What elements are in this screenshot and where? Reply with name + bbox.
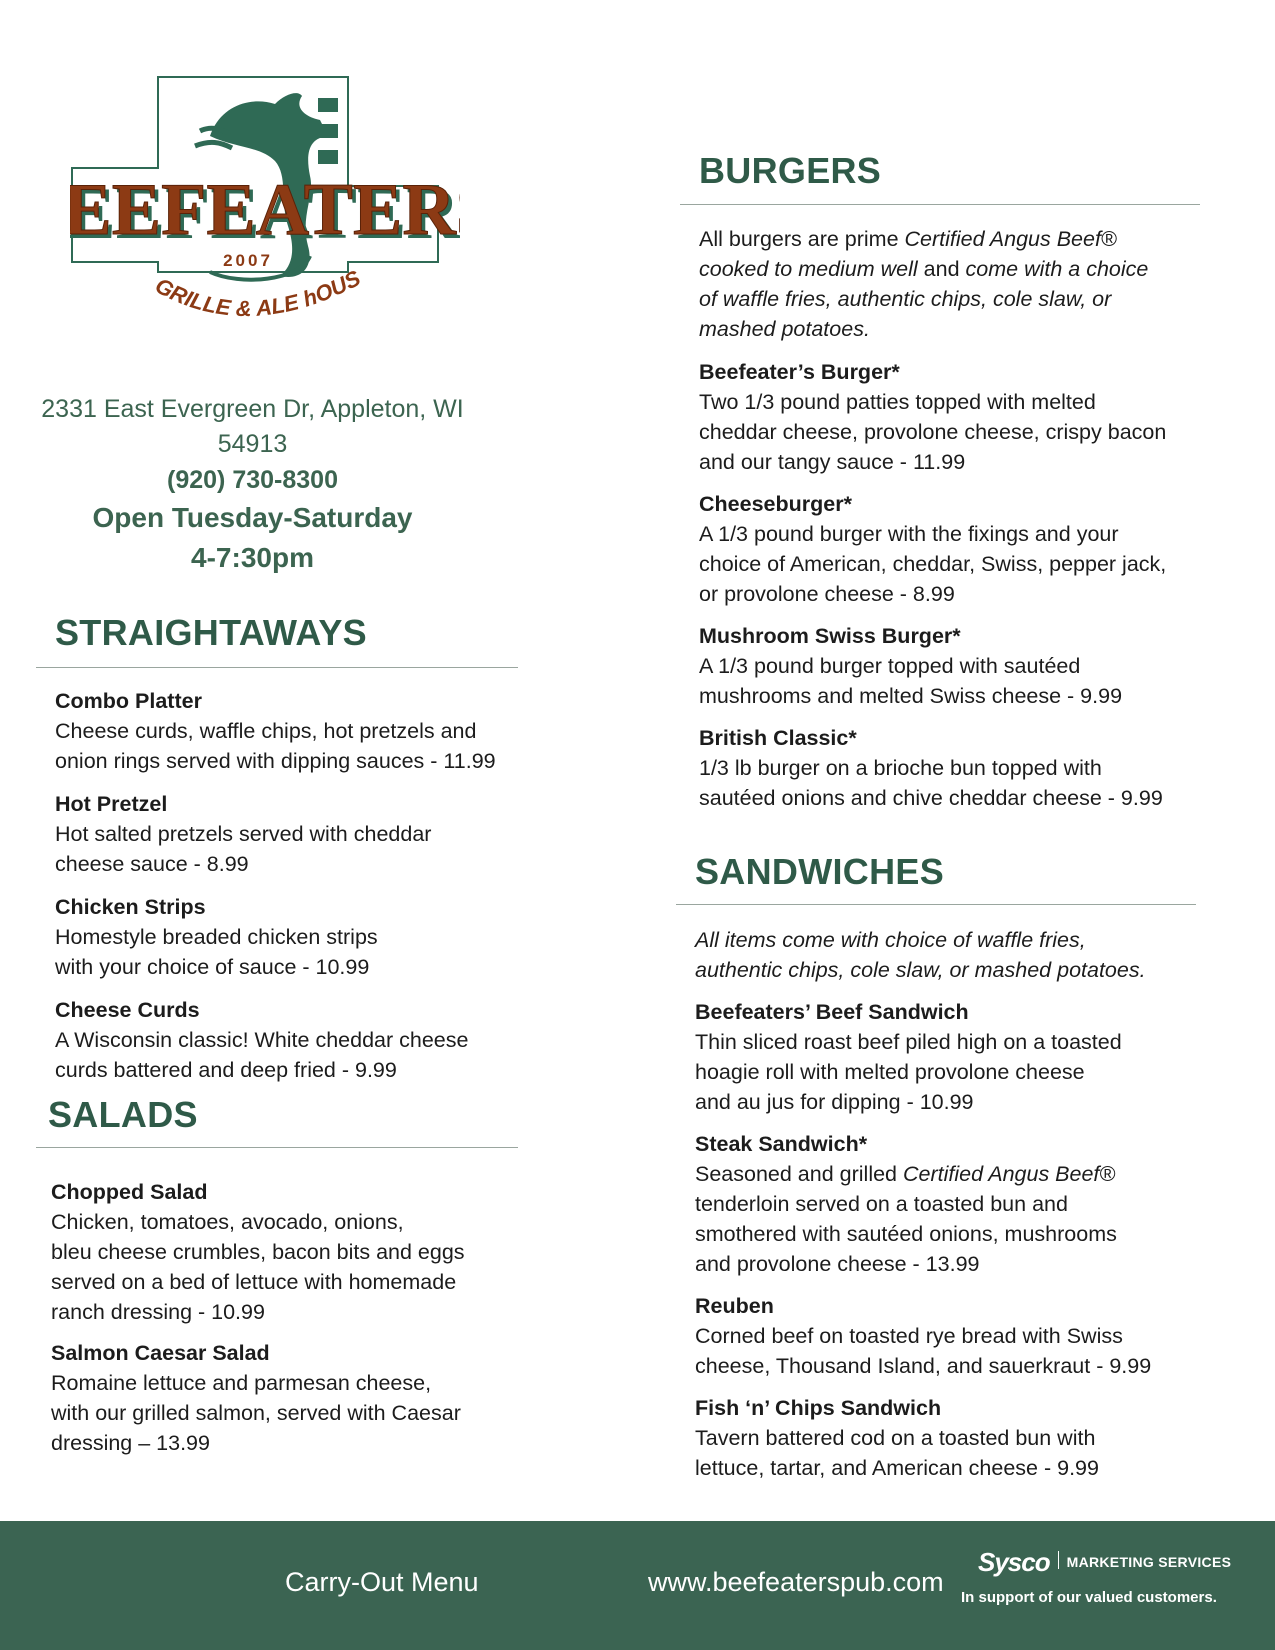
- item-name: Fish ‘n’ Chips Sandwich: [695, 1396, 942, 1420]
- item-description: 1/3 lb burger on a brioche bun topped with sautéed onions and chive cheddar cheese - 9.99: [699, 756, 1163, 810]
- menu-item-beefeaters-burger: [699, 357, 1166, 477]
- item-name: Beefeaters’ Beef Sandwich: [695, 1000, 969, 1024]
- sandwiches-note: All items come with choice of waffle fries, authentic chips, cole slaw, or mashed potatoes.: [695, 928, 1146, 982]
- item-description: Corned beef on toasted rye bread with Swiss cheese, Thousand Island, and sauerkraut - 9.99: [695, 1324, 1152, 1378]
- section-title-straightaways: STRAIGHTAWAYS: [55, 612, 367, 653]
- section-divider: [680, 204, 1200, 205]
- item-description: Romaine lettuce and parmesan cheese, with our grilled salmon, served with Caesar dressing – 13.99: [51, 1371, 461, 1455]
- sysco-logo: [961, 1547, 1232, 1606]
- address-line-1: 2331 East Evergreen Dr, Appleton, WI: [41, 395, 464, 423]
- address-line-2: 54913: [217, 430, 288, 458]
- section-divider: [36, 667, 518, 668]
- menu-item-reuben: [695, 1291, 1151, 1381]
- item-name: Cheese Curds: [55, 998, 200, 1022]
- item-name: British Classic*: [699, 726, 857, 750]
- item-description: Cheese curds, waffle chips, hot pretzels and onion rings served with dipping sauces - 11.99: [55, 719, 496, 773]
- hours-line-1: Open Tuesday-Saturday: [92, 502, 413, 533]
- item-description: Hot salted pretzels served with cheddar cheese sauce - 8.99: [55, 822, 432, 876]
- item-description: Two 1/3 pound patties topped with melted cheddar cheese, provolone cheese, crispy bacon and our tangy sauce - 11.99: [699, 390, 1167, 474]
- logo-tagline: GRILLE & ALE hOUS: [151, 265, 365, 322]
- item-name: Cheeseburger*: [699, 492, 852, 516]
- item-description: [695, 1159, 1117, 1279]
- hours-line-2: 4-7:30pm: [191, 542, 314, 573]
- section-divider: [676, 904, 1196, 905]
- section-title-salads: SALADS: [48, 1094, 198, 1135]
- phone-number: (920) 730-8300: [167, 466, 338, 494]
- section-title-burgers: BURGERS: [699, 150, 882, 191]
- beefeaters-logo: [70, 76, 460, 356]
- menu-item-chicken-strips: [55, 892, 378, 982]
- note-text: All burgers are prime: [699, 227, 905, 251]
- website-link[interactable]: www.beefeaterspub.com: [648, 1567, 944, 1597]
- desc-brand: Certified Angus Beef®: [903, 1162, 1116, 1186]
- logo-name-shadow: EEFEATER: [70, 173, 460, 255]
- item-description: Thin sliced roast beef piled high on a toasted hoagie roll with melted provolone cheese and au jus for dipping - 10.99: [695, 1030, 1122, 1114]
- burgers-note: [699, 224, 1148, 344]
- item-name: Mushroom Swiss Burger*: [699, 624, 961, 648]
- item-name: Beefeater’s Burger*: [699, 360, 900, 384]
- item-name: Chopped Salad: [51, 1180, 208, 1204]
- desc-text: Seasoned and grilled: [695, 1162, 903, 1186]
- item-name: Chicken Strips: [55, 895, 206, 919]
- menu-item-chopped-salad: [51, 1177, 465, 1327]
- item-description: A Wisconsin classic! White cheddar cheese curds battered and deep fried - 9.99: [55, 1028, 469, 1082]
- item-name: Hot Pretzel: [55, 792, 168, 816]
- section-divider: [36, 1147, 518, 1148]
- menu-item-hot-pretzel: [55, 789, 431, 879]
- item-name: Salmon Caesar Salad: [51, 1341, 270, 1365]
- item-name: Steak Sandwich*: [695, 1132, 868, 1156]
- menu-item-cheeseburger: [699, 489, 1166, 609]
- item-description: Chicken, tomatoes, avocado, onions, bleu cheese crumbles, bacon bits and eggs served on a bed of lettuce with homemade ranch dressing - 10.99: [51, 1210, 465, 1324]
- note-sides: come with a choice of waffle fries, authentic chips, cole slaw, or mashed potatoes.: [699, 257, 1149, 341]
- desc-text: tenderloin served on a toasted bun and smothered with sautéed onions, mushrooms and provolone cheese - 13.99: [695, 1192, 1117, 1276]
- item-name: Reuben: [695, 1294, 774, 1318]
- contact-block: [20, 392, 485, 578]
- menu-item-cheese-curds: [55, 995, 468, 1085]
- note-cooking: cooked to medium well: [699, 257, 918, 281]
- item-description: Homestyle breaded chicken strips with your choice of sauce - 10.99: [55, 925, 378, 979]
- sysco-tagline: In support of our valued customers.: [961, 1589, 1217, 1606]
- note-brand: Certified Angus Beef®: [904, 227, 1117, 251]
- menu-item-steak-sandwich: [695, 1129, 1117, 1279]
- menu-item-salmon-caesar-salad: [51, 1338, 461, 1458]
- menu-item-mushroom-swiss-burger: [699, 621, 1122, 711]
- carry-out-label: Carry-Out Menu: [285, 1567, 479, 1597]
- logo-name: EEFEATER: [70, 169, 456, 251]
- item-name: Combo Platter: [55, 689, 202, 713]
- menu-item-british-classic: [699, 723, 1163, 813]
- item-description: A 1/3 pound burger topped with sautéed mushrooms and melted Swiss cheese - 9.99: [699, 654, 1123, 708]
- sysco-division: MARKETING SERVICES: [1066, 1554, 1232, 1570]
- menu-item-fish-n-chips-sandwich: [695, 1393, 1099, 1483]
- logo-year: 2007: [223, 251, 273, 270]
- divider: [1058, 1551, 1059, 1569]
- note-text: and: [917, 257, 966, 281]
- item-description: A 1/3 pound burger with the fixings and your choice of American, cheddar, Swiss, pepper jack, or provolone cheese - 8.99: [699, 522, 1167, 606]
- sysco-brand: Sysco: [978, 1547, 1050, 1577]
- menu-item-beef-sandwich: [695, 997, 1122, 1117]
- section-title-sandwiches: SANDWICHES: [695, 851, 945, 892]
- footer-bar: [0, 1521, 1275, 1650]
- item-description: Tavern battered cod on a toasted bun with lettuce, tartar, and American cheese - 9.99: [695, 1426, 1099, 1480]
- menu-item-combo-platter: [55, 686, 496, 776]
